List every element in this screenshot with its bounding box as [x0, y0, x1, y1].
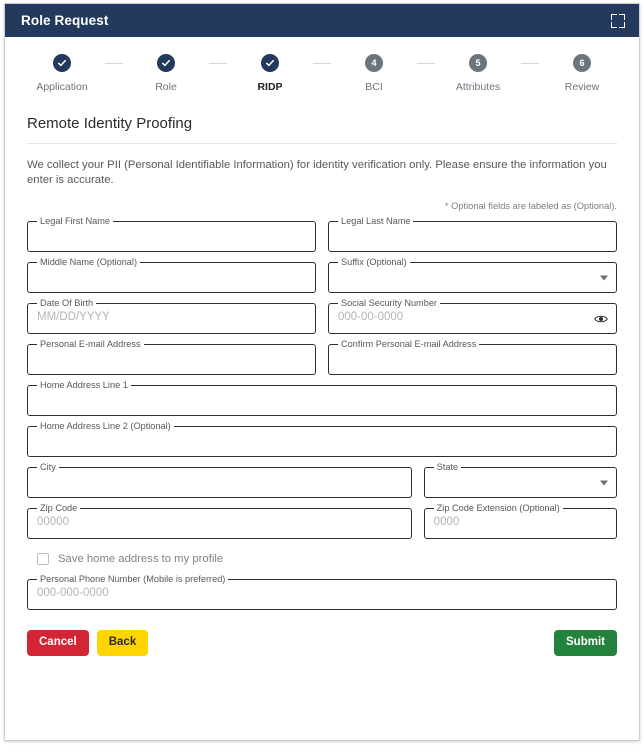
- state-field[interactable]: [424, 462, 617, 498]
- legal-first-name-label: Legal First Name: [37, 216, 113, 227]
- city-input[interactable]: [37, 475, 383, 487]
- confirm-email-label: Confirm Personal E-mail Address: [338, 339, 479, 350]
- expand-fullscreen-icon[interactable]: [611, 14, 625, 28]
- address-line-2-label: Home Address Line 2 (Optional): [37, 421, 174, 432]
- step-check-icon: [261, 54, 279, 72]
- confirm-email-input[interactable]: [338, 352, 588, 364]
- step-connector: [209, 63, 227, 64]
- zip-code-field[interactable]: [27, 503, 412, 539]
- form-row: [27, 574, 617, 610]
- form-row: [27, 298, 617, 334]
- zip-extension-label: Zip Code Extension (Optional): [434, 503, 563, 514]
- save-address-checkbox[interactable]: [37, 553, 49, 565]
- ssn-label: Social Security Number: [338, 298, 440, 309]
- date-of-birth-input[interactable]: [37, 311, 287, 323]
- eye-icon[interactable]: [594, 313, 608, 324]
- form-row: [27, 421, 617, 457]
- intro-text: We collect your PII (Personal Identifiable Information) for identity verification only. Please ensure the information you enter is accurate.: [27, 159, 607, 186]
- role-request-modal: [4, 3, 640, 741]
- step-number: 6: [573, 54, 591, 72]
- middle-name-input[interactable]: [37, 270, 287, 282]
- step-attributes[interactable]: [435, 54, 521, 93]
- step-label: Role: [155, 81, 177, 93]
- legal-first-name-input[interactable]: [37, 229, 287, 241]
- step-bci[interactable]: [331, 54, 417, 93]
- step-ridp[interactable]: [227, 54, 313, 93]
- address-line-1-input[interactable]: [37, 393, 588, 405]
- state-label: State: [434, 462, 461, 473]
- step-check-icon: [157, 54, 175, 72]
- save-address-label: Save home address to my profile: [58, 553, 224, 566]
- step-label: Application: [36, 81, 88, 93]
- email-field[interactable]: [27, 339, 316, 375]
- chevron-down-icon[interactable]: [600, 275, 608, 280]
- back-button[interactable]: Back: [97, 630, 149, 655]
- form-row: [27, 462, 617, 498]
- chevron-down-icon[interactable]: [600, 480, 608, 485]
- address-line-1-label: Home Address Line 1: [37, 380, 131, 391]
- legal-last-name-label: Legal Last Name: [338, 216, 413, 227]
- title-divider: [27, 143, 617, 144]
- step-check-icon: [53, 54, 71, 72]
- ridp-form: [27, 216, 617, 610]
- step-connector: [417, 63, 435, 64]
- step-number: 5: [469, 54, 487, 72]
- form-row: [27, 257, 617, 293]
- middle-name-field[interactable]: [27, 257, 316, 293]
- step-application[interactable]: [19, 54, 105, 93]
- email-input[interactable]: [37, 352, 287, 364]
- legal-first-name-field[interactable]: [27, 216, 316, 252]
- step-connector: [105, 63, 123, 64]
- save-address-checkbox-row[interactable]: [37, 553, 617, 565]
- form-row: [27, 503, 617, 539]
- step-label: Attributes: [455, 81, 501, 93]
- step-connector: [313, 63, 331, 64]
- step-label: BCI: [365, 81, 383, 93]
- zip-extension-input[interactable]: [434, 516, 588, 528]
- suffix-field[interactable]: [328, 257, 617, 293]
- date-of-birth-label: Date Of Birth: [37, 298, 96, 309]
- email-label: Personal E-mail Address: [37, 339, 144, 350]
- suffix-label: Suffix (Optional): [338, 257, 410, 268]
- step-label: Review: [564, 81, 600, 93]
- phone-field[interactable]: [27, 574, 617, 610]
- modal-titlebar: [5, 4, 639, 37]
- form-footer: [27, 630, 617, 655]
- form-row: [27, 216, 617, 252]
- form-row: [27, 380, 617, 416]
- legal-last-name-field[interactable]: [328, 216, 617, 252]
- ssn-input[interactable]: [338, 311, 588, 323]
- middle-name-label: Middle Name (Optional): [37, 257, 140, 268]
- page-title: Remote Identity Proofing: [27, 115, 193, 132]
- progress-stepper: [19, 37, 625, 93]
- address-line-2-field[interactable]: [27, 421, 617, 457]
- form-row: [27, 339, 617, 375]
- modal-content: [5, 115, 639, 656]
- zip-extension-field[interactable]: [424, 503, 617, 539]
- phone-label: Personal Phone Number (Mobile is preferred): [37, 574, 228, 585]
- zip-code-input[interactable]: [37, 516, 383, 528]
- city-label: City: [37, 462, 59, 473]
- state-input[interactable]: [434, 475, 588, 487]
- step-role[interactable]: [123, 54, 209, 93]
- optional-fields-note: * Optional fields are labeled as (Optional).: [444, 201, 617, 212]
- zip-code-label: Zip Code: [37, 503, 80, 514]
- step-number: 4: [365, 54, 383, 72]
- step-connector: [521, 63, 539, 64]
- cancel-button[interactable]: Cancel: [27, 630, 89, 655]
- modal-title: Role Request: [21, 13, 109, 28]
- date-of-birth-field[interactable]: [27, 298, 316, 334]
- phone-input[interactable]: [37, 587, 588, 599]
- confirm-email-field[interactable]: [328, 339, 617, 375]
- submit-button[interactable]: Submit: [554, 630, 617, 655]
- address-line-1-field[interactable]: [27, 380, 617, 416]
- step-review[interactable]: [539, 54, 625, 93]
- city-field[interactable]: [27, 462, 412, 498]
- address-line-2-input[interactable]: [37, 434, 588, 446]
- step-label: RIDP: [257, 81, 283, 93]
- ssn-field[interactable]: [328, 298, 617, 334]
- suffix-input[interactable]: [338, 270, 588, 282]
- legal-last-name-input[interactable]: [338, 229, 588, 241]
